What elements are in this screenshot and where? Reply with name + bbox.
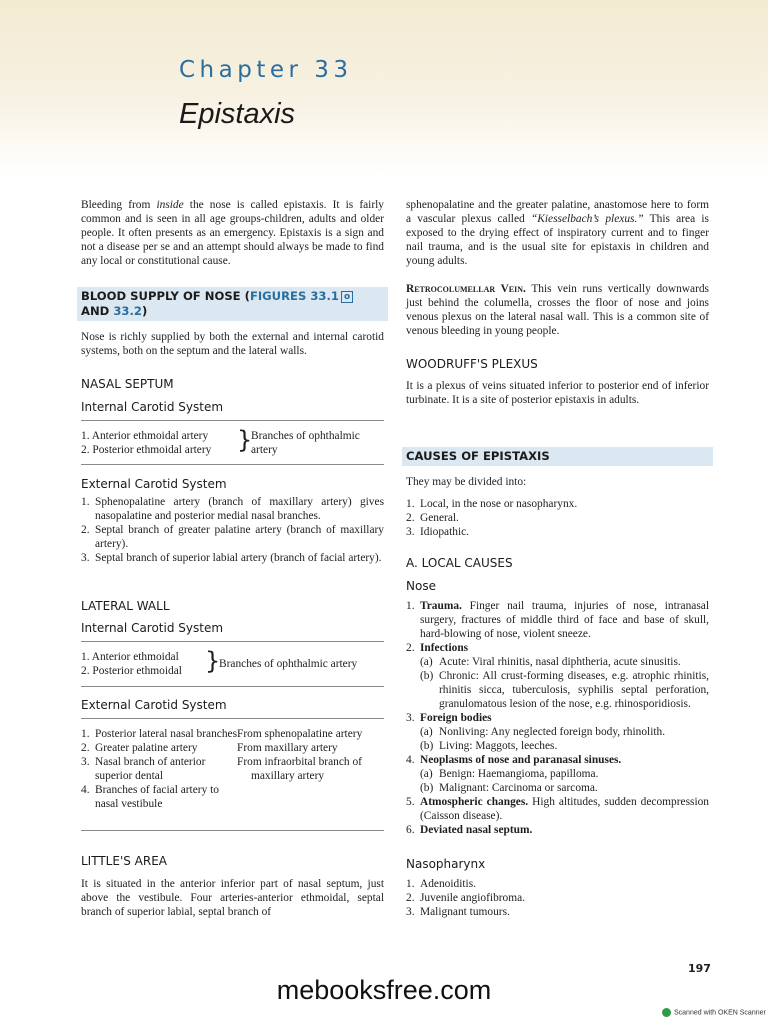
list-item: (a) Benign: Haemangioma, papilloma. xyxy=(420,768,599,780)
list-item: 2. General. xyxy=(406,512,459,524)
list-item: 2. Infections xyxy=(406,642,469,654)
divider xyxy=(81,686,384,687)
table-row: 1. Posterior lateral nasal branches From sphenopalatine artery xyxy=(81,728,363,740)
list-item: 6. Deviated nasal septum. xyxy=(406,824,533,836)
septum-external-heading: External Carotid System xyxy=(81,477,227,491)
list-item: 2. Juvenile angiofibroma. xyxy=(406,892,526,904)
divider xyxy=(81,464,384,465)
divider xyxy=(81,830,384,831)
page-number: 197 xyxy=(688,962,711,975)
list-item: 2. Posterior ethmoidal artery xyxy=(81,444,212,456)
lateral-external-heading: External Carotid System xyxy=(81,698,227,712)
watermark-text: mebooksfree.com xyxy=(276,975,492,1005)
list-item: 3. Foreign bodies xyxy=(406,712,492,724)
list-item: 3. Idiopathic. xyxy=(406,526,470,538)
intro-paragraph: Bleeding from inside the nose is called epistaxis. It is fairly common and is seen in all age groups-children, adults and older people. It often presents as an emergency. Epistaxis is a sign and not a disease per se and an attempt should always be made to find any local or constitutional cause. xyxy=(81,199,384,267)
lateral-internal-list: 1. Anterior ethmoidal 2. Posterior ethmoidal } Branches of ophthalmic artery xyxy=(81,650,384,678)
causes-list xyxy=(406,497,709,539)
list-item: 1. Sphenopalatine artery (branch of maxillary artery) gives nasopalatine and posterior medial nasal branches. xyxy=(81,496,384,522)
nasopharynx-heading: Nasopharynx xyxy=(406,857,486,871)
local-causes-heading: A. LOCAL CAUSES xyxy=(406,556,513,570)
woodruff-heading: WOODRUFF'S PLEXUS xyxy=(406,357,538,371)
scanner-logo-icon xyxy=(662,1008,671,1017)
septum-internal-note: Branches of ophthalmic artery xyxy=(251,430,360,456)
list-item: 1. Adenoiditis. xyxy=(406,878,477,890)
lateral-internal-heading: Internal Carotid System xyxy=(81,621,224,635)
divider xyxy=(81,718,384,719)
list-item: 4. Neoplasms of nose and paranasal sinuses. xyxy=(406,754,622,766)
figure-link-33-2[interactable]: 33.2 xyxy=(113,304,142,318)
septum-external-list xyxy=(81,495,384,565)
blood-supply-heading: BLOOD SUPPLY OF NOSE (FIGURES 33.1 o AND 33.2) xyxy=(77,287,388,321)
chapter-banner xyxy=(0,0,768,175)
table-row: 4. Branches of facial artery to nasal vestibule xyxy=(81,784,219,810)
list-item: 3. Septal branch of superior labial artery (branch of facial artery). xyxy=(81,552,382,564)
lateral-wall-heading: LATERAL WALL xyxy=(81,599,170,613)
littles-area-continued: sphenopalatine and the greater palatine, anastomose here to form a vascular plexus called “Kiesselbach’s plexus.” This area is exposed to the drying effect of inspiratory current and to finger nail trauma, and is the usual site for epistaxis in children and young adults. xyxy=(406,199,709,267)
littles-area-text: It is situated in the anterior inferior part of nasal septum, just above the vestibule. Four arteries-anterior ethmoidal, septal branch of superior labial, septal branch of xyxy=(81,878,384,918)
list-item: (b) Living: Maggots, leeches. xyxy=(420,740,558,752)
list-item: 1. Anterior ethmoidal xyxy=(81,651,179,663)
lateral-internal-note: Branches of ophthalmic artery xyxy=(219,658,358,670)
nose-causes-list xyxy=(406,599,709,837)
list-item: 2. Posterior ethmoidal xyxy=(81,665,182,677)
nasal-septum-heading: NASAL SEPTUM xyxy=(81,377,174,391)
littles-area-heading: LITTLE'S AREA xyxy=(81,854,168,868)
divider xyxy=(81,641,384,642)
chapter-title: Epistaxis xyxy=(179,98,296,130)
nasopharynx-list xyxy=(406,877,709,919)
list-item: (b) Chronic: All crust-forming diseases, e.g. atrophic rhinitis, rhinitis sicca, tuberculosis, syphilis septal perforation, granulomatous lesion of the nose, e.g. rhinosporidiosis. xyxy=(420,670,709,710)
scanner-badge: Scanned with OKEN Scanner xyxy=(662,1008,766,1017)
list-item: (a) Acute: Viral rhinitis, nasal diphtheria, acute sinusitis. xyxy=(420,656,681,668)
figure-link-33-1[interactable]: FIGURES 33.1 xyxy=(249,289,339,303)
septum-internal-list: 1. Anterior ethmoidal artery 2. Posterior ethmoidal artery } Branches of ophthalmic artery xyxy=(81,429,384,457)
list-item: 1. Local, in the nose or nasopharynx. xyxy=(406,498,578,510)
list-item: 2. Septal branch of greater palatine artery (branch of maxillary artery). xyxy=(81,524,384,550)
lateral-external-table xyxy=(81,727,384,811)
blood-supply-text: Nose is richly supplied by both the external and internal carotid systems, both on the septum and the lateral walls. xyxy=(81,331,384,357)
list-item: 5. Atmospheric changes. High altitudes, sudden decompression (Caisson disease). xyxy=(406,796,709,822)
septum-internal-heading: Internal Carotid System xyxy=(81,400,224,414)
table-row: 2. Greater palatine artery From maxillary artery xyxy=(81,742,338,754)
causes-heading: CAUSES OF EPISTAXIS xyxy=(402,447,713,466)
table-row: 3. Nasal branch of anterior superior dental From infraorbital branch of maxillary artery xyxy=(81,756,362,782)
list-item: 1. Trauma. Finger nail trauma, injuries of nose, intranasal surgery, fractures of middle third of face and base of skull, hard-blowing of nose, violent sneeze. xyxy=(406,600,709,640)
woodruff-text: It is a plexus of veins situated inferior to posterior end of inferior turbinate. It is a site of posterior epistaxis in adults. xyxy=(406,380,709,406)
chapter-number: Chapter 33 xyxy=(179,57,353,83)
retrocolumellar-vein-paragraph: Retrocolumellar Vein. This vein runs vertically downwards just behind the columella, crosses the floor of nose and joins venous plexus on the lateral nasal wall. This is a common site of venous bleeding in young people. xyxy=(406,283,709,337)
figure-icon[interactable]: o xyxy=(341,291,353,303)
list-item: 1. Anterior ethmoidal artery xyxy=(81,430,209,442)
causes-intro: They may be divided into: xyxy=(406,476,527,488)
divider xyxy=(81,420,384,421)
nose-heading: Nose xyxy=(406,579,436,593)
list-item: (a) Nonliving: Any neglected foreign body, rhinolith. xyxy=(420,726,666,738)
list-item: (b) Malignant: Carcinoma or sarcoma. xyxy=(420,782,598,794)
list-item: 3. Malignant tumours. xyxy=(406,906,510,918)
